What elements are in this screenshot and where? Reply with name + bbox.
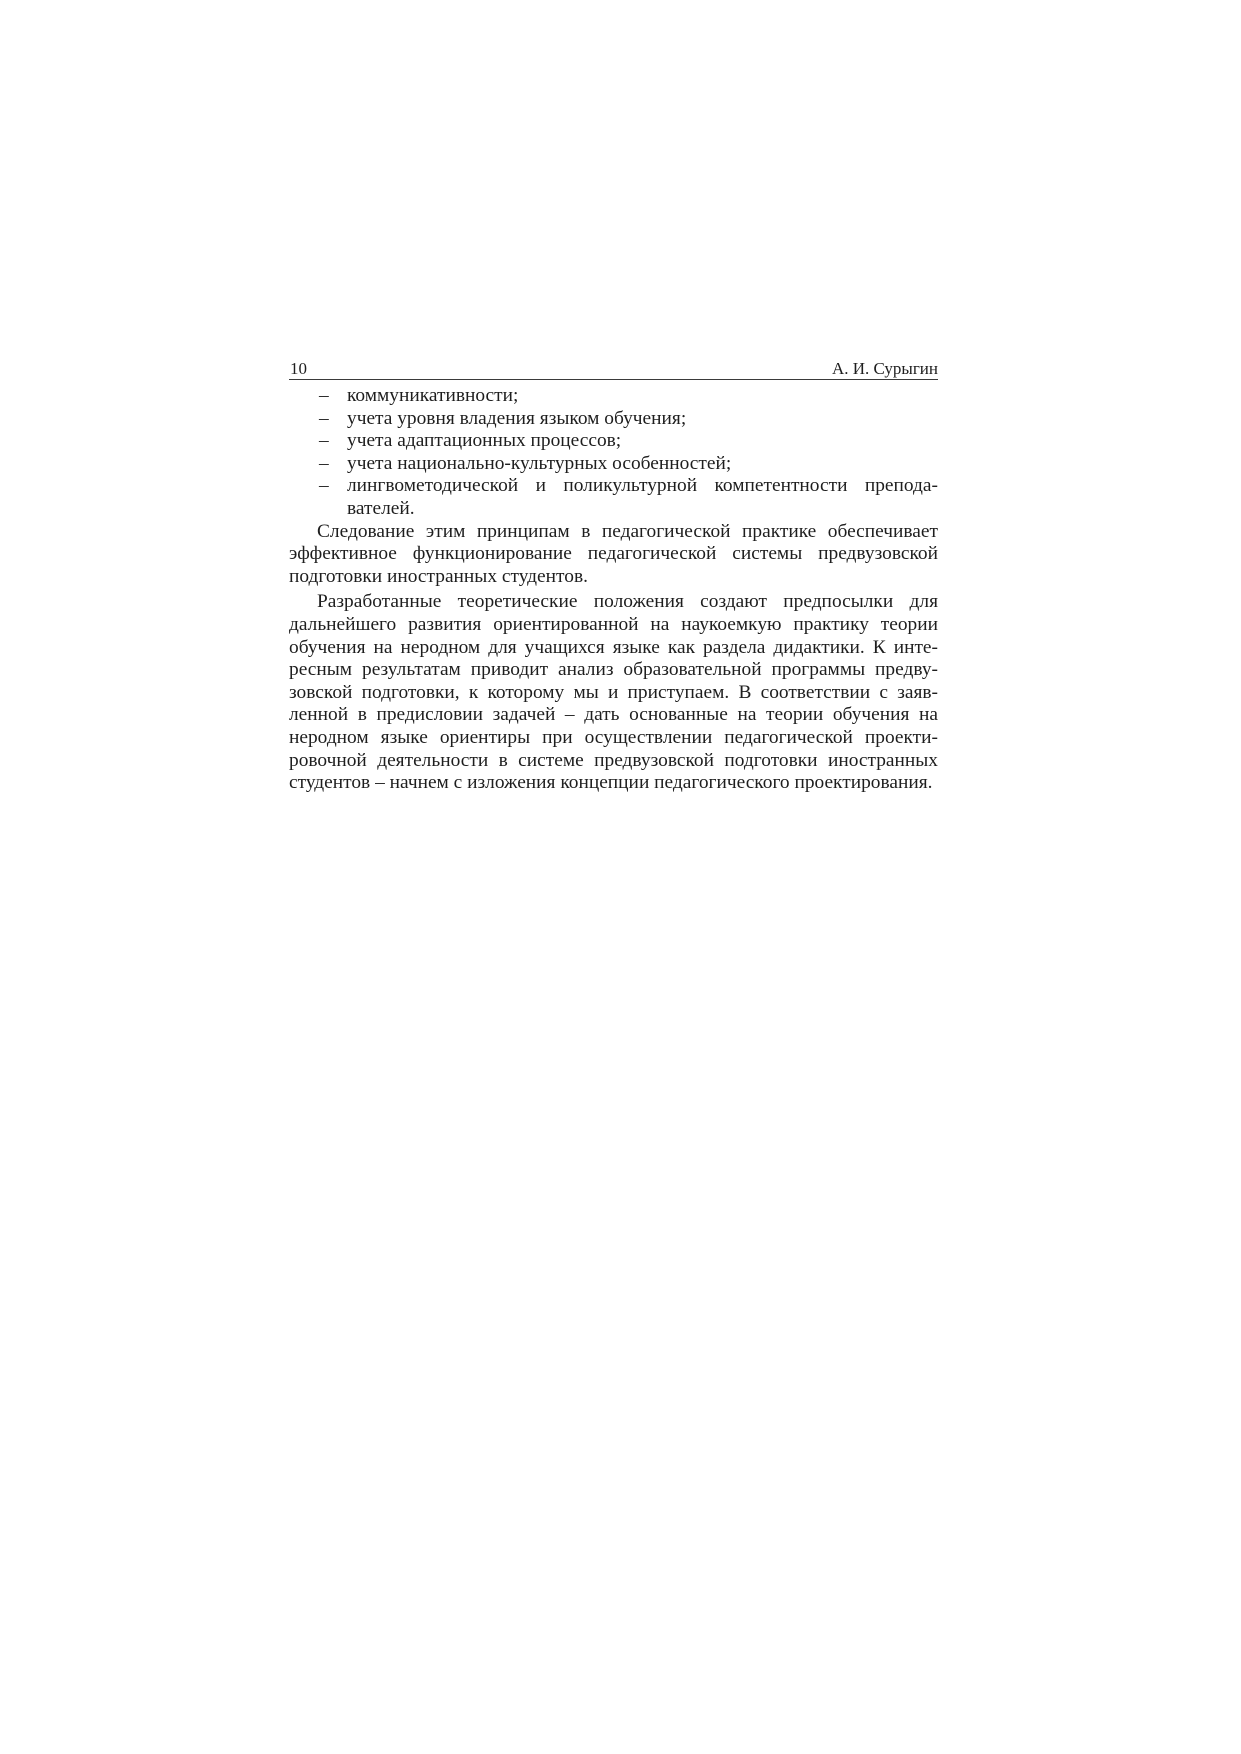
- page-number: 10: [290, 359, 307, 378]
- running-header: [289, 352, 938, 380]
- principles-list: [289, 385, 938, 521]
- paragraph: Разработанные теоретические положения создают предпосылки для дальнейшего развития ориентированной на наукоемкую практику теории обучения на неродном для учащихся языке как раздела дидактики. К интересным результатам приводит анализ образовательной программы предвузовской подготовки, к которому мы и приступаем. В соответствии с заявленной в предисловии задачей – дать основанные на теории обучения на неродном языке ориентиры при осуществлении педагогической проектировочной деятельности в системе предвузовской подготовки иностранных студентов – начнем с изложения концепции педагогического проектирования.: [289, 591, 938, 794]
- page-content: [289, 352, 938, 795]
- running-author: А. И. Сурыгин: [831, 359, 938, 378]
- paragraph: Следование этим принципам в педагогической практике обеспечивает эффективное функционирование педагогической системы предвузовской подготовки иностранных студентов.: [289, 520, 938, 587]
- list-item: – учета уровня владения языком обучения;: [289, 408, 938, 431]
- body-text: [289, 385, 938, 795]
- list-item: – учета адаптационных процессов;: [289, 430, 938, 453]
- list-item: – коммуникативности;: [289, 385, 938, 408]
- list-item: – лингвометодической и поликультурной компетентности преподавателей.: [289, 475, 938, 520]
- list-item: – учета национально-культурных особенностей;: [289, 453, 938, 476]
